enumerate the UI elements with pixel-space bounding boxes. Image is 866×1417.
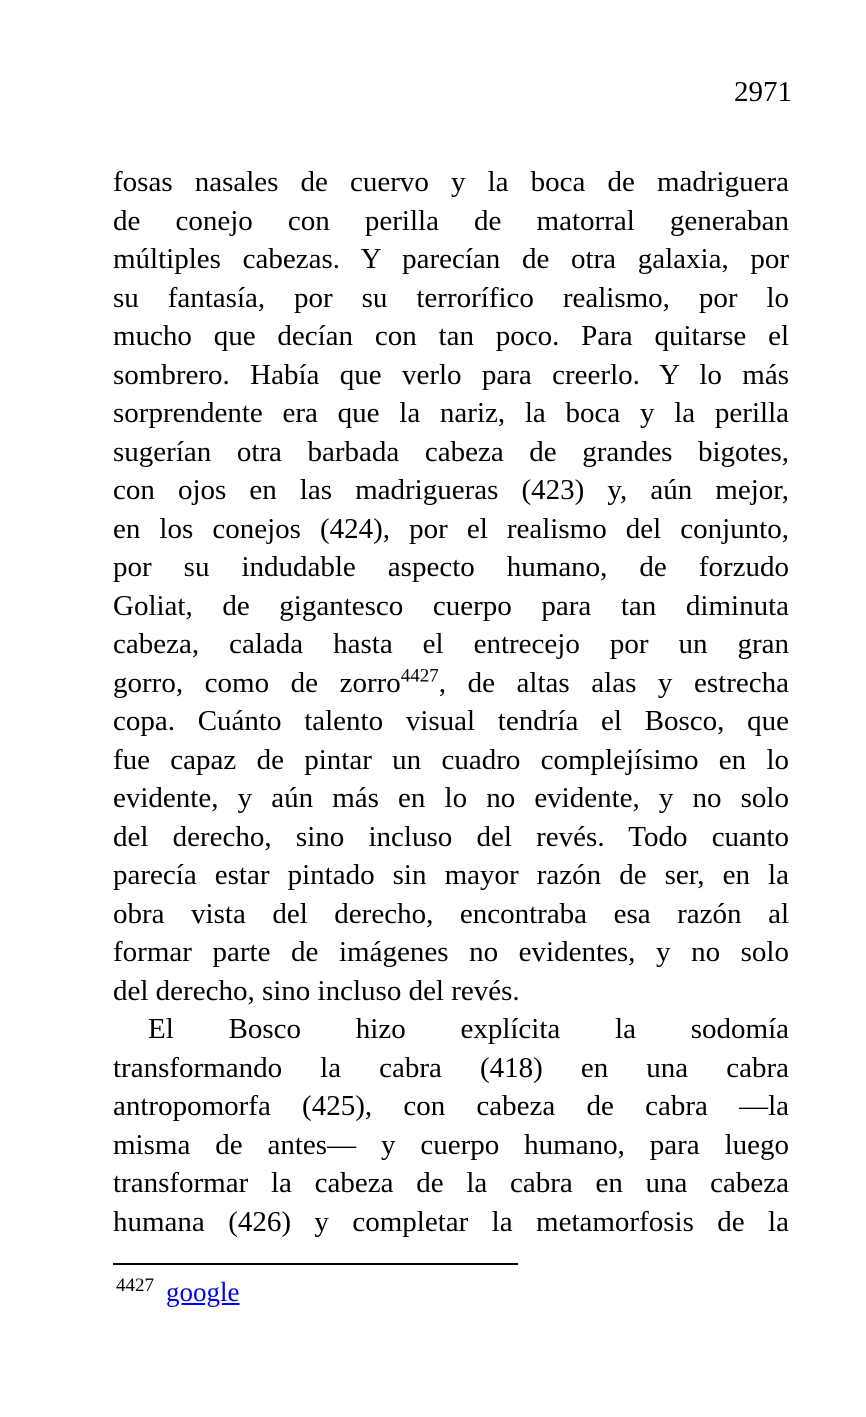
footnote-reference[interactable]: 4427 bbox=[400, 664, 439, 686]
footnote bbox=[116, 1274, 240, 1310]
text-line: de conejo con perilla de matorral generaban bbox=[113, 204, 789, 237]
text-line: múltiples cabezas. Y parecían de otra galaxia, por bbox=[113, 243, 789, 275]
text-line: del derecho, sino incluso del revés. bbox=[113, 974, 520, 1007]
text-line: El Bosco hizo explícita la sodomía bbox=[148, 1013, 789, 1045]
text-line: fosas nasales de cuervo y la boca de madriguera bbox=[113, 166, 789, 198]
page-number: 2971 bbox=[734, 76, 792, 108]
text-line: transformar la cabeza de la cabra en una cabeza bbox=[113, 1167, 789, 1199]
text-line: transformando la cabra (418) en una cabra bbox=[113, 1051, 789, 1084]
text-line: sorprendente era que la nariz, la boca y la perilla bbox=[113, 397, 789, 429]
text-line: parecía estar pintado sin mayor razón de ser, en la bbox=[113, 859, 789, 891]
text-line: del derecho, sino incluso del revés. Todo cuanto bbox=[113, 820, 789, 853]
text-line: sugerían otra barbada cabeza de grandes bigotes, bbox=[113, 435, 789, 468]
text-line: su fantasía, por su terrorífico realismo, por lo bbox=[113, 281, 789, 314]
footnote-google-link[interactable]: google bbox=[166, 1277, 240, 1307]
text-line: cabeza, calada hasta el entrecejo por un gran bbox=[113, 628, 789, 660]
text-line: gorro, como de zorro$^{4427}$, de altas alas y estrecha bbox=[113, 664, 789, 699]
text-line: formar parte de imágenes no evidentes, y no solo bbox=[113, 936, 789, 968]
text-line: con ojos en las madrigueras (423) y, aún mejor, bbox=[113, 474, 789, 506]
text-line: copa. Cuánto talento visual tendría el Bosco, que bbox=[113, 705, 789, 737]
text-line: evidente, y aún más en lo no evidente, y no solo bbox=[113, 782, 789, 814]
text-line: mucho que decían con tan poco. Para quitarse el bbox=[113, 320, 789, 352]
text-line: Goliat, de gigantesco cuerpo para tan diminuta bbox=[113, 589, 789, 622]
text-line: fue capaz de pintar un cuadro complejísimo en lo bbox=[113, 743, 789, 776]
footnote-marker: 4427 bbox=[116, 1275, 154, 1296]
text-line: sombrero. Había que verlo para creerlo. Y lo más bbox=[113, 358, 789, 391]
text-line: humana (426) y completar la metamorfosis de la bbox=[113, 1205, 789, 1238]
footnote-separator bbox=[113, 1263, 518, 1265]
text-line: por su indudable aspecto humano, de forzudo bbox=[113, 551, 789, 583]
body-text bbox=[113, 163, 789, 1241]
text-line: antropomorfa (425), con cabeza de cabra —la bbox=[113, 1090, 789, 1122]
text-line: obra vista del derecho, encontraba esa razón al bbox=[113, 897, 789, 930]
text-line: misma de antes— y cuerpo humano, para luego bbox=[113, 1128, 789, 1161]
text-line: en los conejos (424), por el realismo del conjunto, bbox=[113, 512, 789, 545]
